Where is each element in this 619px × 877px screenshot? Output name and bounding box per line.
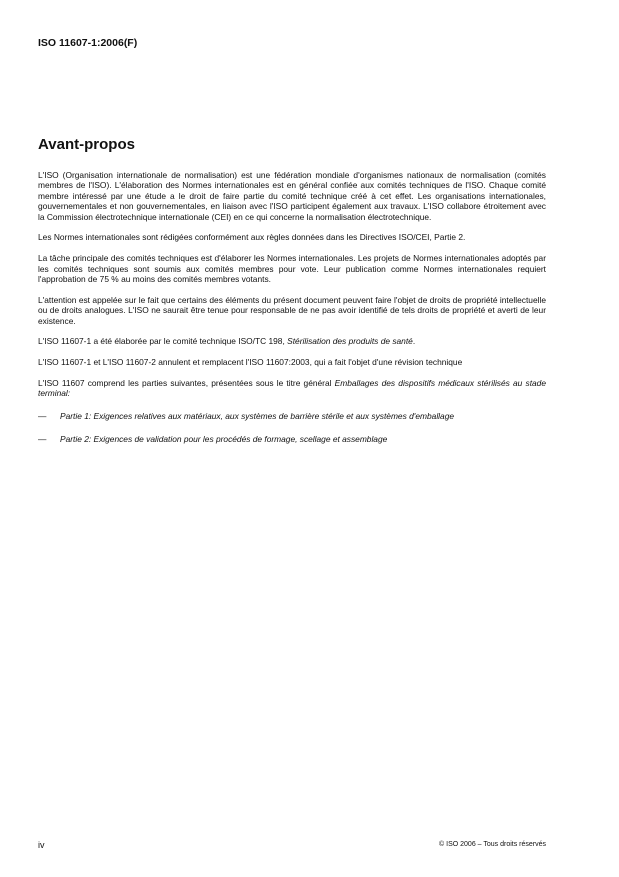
paragraph — [38, 336, 546, 346]
section-title: Avant-propos — [38, 136, 135, 153]
dash-bullet: — — [38, 410, 47, 421]
copyright-notice: © ISO 2006 – Tous droits réservés — [439, 841, 546, 848]
paragraph-text: L'ISO 11607-1 a été élaborée par le comité technique ISO/TC 198, — [38, 336, 288, 347]
list-item — [38, 411, 546, 421]
paragraph: La tâche principale des comités techniques est d'élaborer les Normes internationales. Les projets de Normes internationales adoptés par les comités techniques sont soumis aux comités membres pour vote. Leur publication comme Normes internationales requiert l'approbation de 75 % au moins des comités membres votants. — [38, 253, 546, 285]
paragraph — [38, 378, 546, 399]
paragraph: Les Normes internationales sont rédigées conformément aux règles données dans les Directives ISO/CEI, Partie 2. — [38, 232, 466, 243]
foreword-body — [38, 170, 546, 458]
paragraph: L'attention est appelée sur le fait que certains des éléments du présent document peuvent faire l'objet de droits de propriété intellectuelle ou de droits analogues. L'ISO ne saurait être tenue pour responsable de ne pas avoir identifié de tels droits de propriété et averti de leur existence. — [38, 294, 546, 326]
paragraph: L'ISO (Organisation internationale de normalisation) est une fédération mondiale d'organismes nationaux de normalisation (comités membres de l'ISO). L'élaboration des Normes internationales est en général confiée aux comités techniques de l'ISO. Chaque comité membre intéressé par une étude a le droit de faire partie du comité technique créé à cet effet. Les organisations internationales, gouvernementales et non gouvernementales, en liaison avec l'ISO participent également aux travaux. L'ISO collabore étroitement avec la Commission électrotechnique internationale (CEI) en ce qui concerne la normalisation électrotechnique. — [38, 170, 546, 222]
list-item-text: Partie 2: Exigences de validation pour les procédés de formage, scellage et assemblage — [60, 434, 388, 445]
document-id: ISO 11607-1:2006(F) — [38, 37, 138, 49]
paragraph-text: . — [412, 336, 416, 347]
paragraph-text: L'ISO 11607 comprend les parties suivantes, présentées sous le titre général — [38, 378, 335, 389]
committee-title: Stérilisation des produits de santé — [287, 336, 413, 347]
list-item — [38, 434, 546, 444]
page-number: iv — [38, 840, 45, 850]
paragraph: L'ISO 11607-1 et L'ISO 11607-2 annulent et remplacent l'ISO 11607:2003, qui a fait l'objet d'une révision technique — [38, 357, 463, 368]
general-title: Emballages des dispositifs médicaux stérilisés au stade terminal: — [38, 378, 547, 399]
dash-bullet: — — [38, 434, 47, 445]
list-item-text: Partie 1: Exigences relatives aux matériaux, aux systèmes de barrière stérile et aux systèmes d'emballage — [60, 410, 455, 421]
